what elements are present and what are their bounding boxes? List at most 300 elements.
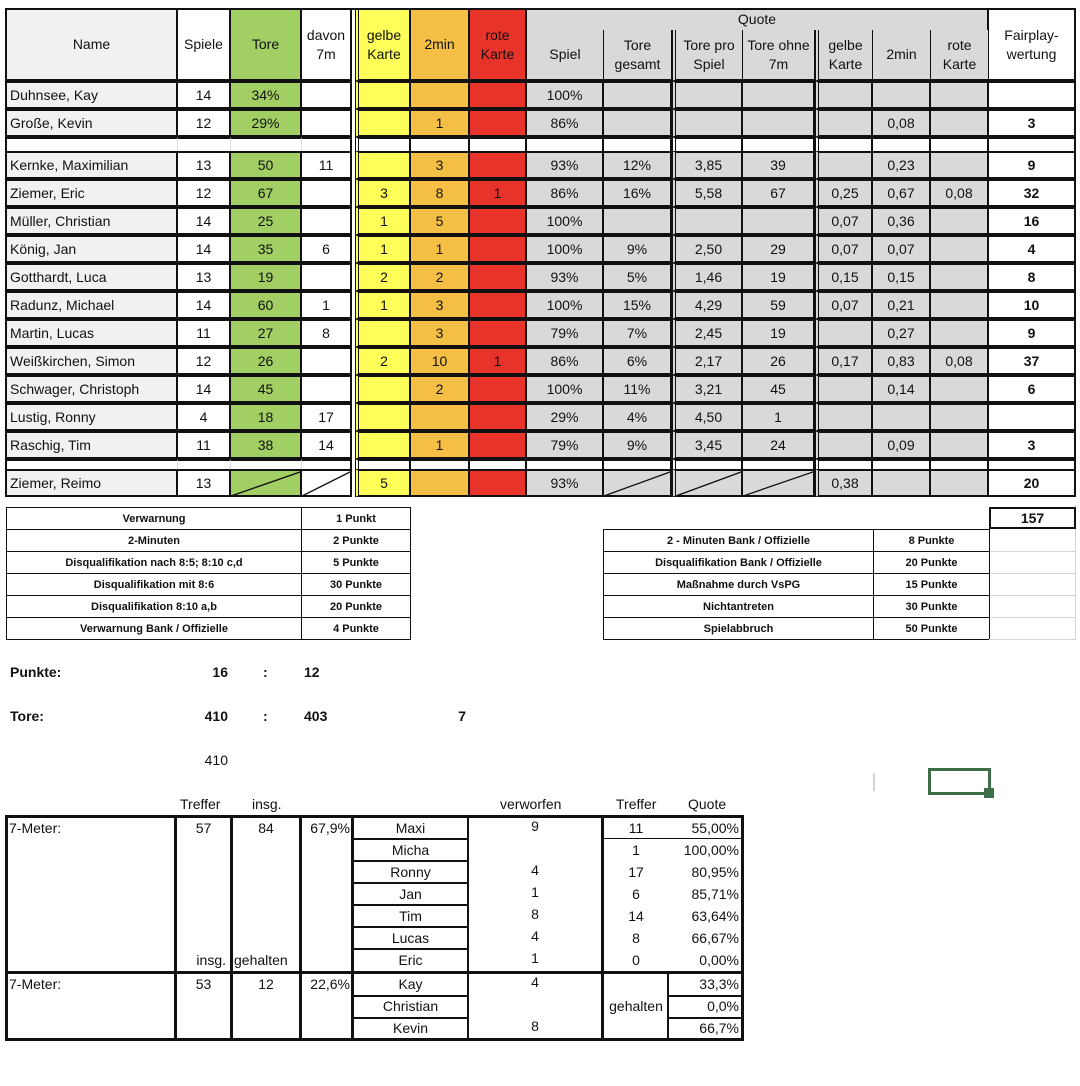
players-cell-q-tore-ohne-7m[interactable]: 19	[743, 263, 815, 291]
sheet-gridline	[989, 551, 1076, 552]
players-cell-davon7m[interactable]	[302, 375, 352, 403]
players-cell-q-spiel[interactable]: 29%	[527, 403, 604, 431]
players-cell-q-rot[interactable]	[931, 291, 989, 319]
players-cell-q-gelb[interactable]	[815, 431, 873, 459]
tore-check: 410	[204, 752, 228, 768]
players-cell-fairplay[interactable]: 8	[989, 263, 1076, 291]
shooter-name: Jan	[399, 886, 422, 902]
players-cell-name[interactable]: Müller, Christian	[5, 207, 178, 235]
players-cell-q-rot[interactable]: 0,08	[931, 347, 989, 375]
divider	[351, 860, 468, 862]
players-cell-spiele[interactable]: 14	[178, 235, 231, 263]
players-cell-fairplay[interactable]: 10	[989, 291, 1076, 319]
players-cell-tore[interactable]: 67	[231, 179, 302, 207]
players-cell-name[interactable]: Ziemer, Eric	[5, 179, 178, 207]
players-cell-q-tore-pro-spiel[interactable]: 3,45	[672, 431, 743, 459]
players-cell-gelb[interactable]: 2	[355, 347, 411, 375]
divider	[667, 995, 744, 997]
players-cell-zweimin[interactable]: 2	[411, 375, 470, 403]
separator-cell	[743, 137, 815, 151]
players-cell-q-gelb[interactable]: 0,17	[815, 347, 873, 375]
players-cell-q-spiel[interactable]: 100%	[527, 207, 604, 235]
keeper-name: Kay	[398, 976, 423, 992]
players-cell-q-2min[interactable]: 0,83	[873, 347, 931, 375]
players-cell-q-tore-pro-spiel[interactable]	[672, 207, 743, 235]
goalkeepers-cell-q-gelb[interactable]	[815, 81, 873, 109]
shooter-treffer[interactable]: 17	[628, 864, 644, 880]
players-cell-zweimin[interactable]: 1	[411, 431, 470, 459]
players-cell-q-tore-pro-spiel[interactable]: 3,85	[672, 151, 743, 179]
officials-cell-q-2min[interactable]	[873, 469, 931, 497]
header-quote-2min: 2min	[873, 30, 931, 81]
separator-cell	[5, 459, 178, 469]
goalkeepers-cell-q-tore-pro-spiel[interactable]	[672, 81, 743, 109]
players-cell-name[interactable]: Gotthardt, Luca	[5, 263, 178, 291]
players-cell-rot[interactable]	[470, 291, 527, 319]
players-cell-q-tore-gesamt[interactable]: 4%	[604, 403, 672, 431]
players-cell-gelb[interactable]: 1	[355, 235, 411, 263]
goalkeepers-cell-zweimin[interactable]: 1	[411, 109, 470, 137]
players-cell-tore[interactable]: 18	[231, 403, 302, 431]
separator-cell	[178, 137, 231, 151]
players-cell-tore[interactable]: 45	[231, 375, 302, 403]
players-cell-gelb[interactable]: 1	[355, 207, 411, 235]
divider	[351, 838, 468, 840]
players-cell-fairplay[interactable]: 9	[989, 151, 1076, 179]
players-cell-q-rot[interactable]	[931, 375, 989, 403]
keeping-quote: 22,6%	[310, 976, 350, 992]
players-cell-tore[interactable]: 38	[231, 431, 302, 459]
players-cell-name[interactable]: Radunz, Michael	[5, 291, 178, 319]
players-cell-fairplay[interactable]: 37	[989, 347, 1076, 375]
goalkeepers-cell-q-spiel[interactable]: 86%	[527, 109, 604, 137]
players-cell-davon7m[interactable]: 1	[302, 291, 352, 319]
goalkeepers-cell-spiele[interactable]: 14	[178, 81, 231, 109]
goalkeepers-cell-q-tore-ohne-7m[interactable]	[743, 81, 815, 109]
rule-points: 15 Punkte	[873, 573, 990, 596]
header-quote-tore-gesamt: Tore gesamt	[604, 30, 672, 81]
players-cell-q-spiel[interactable]: 86%	[527, 179, 604, 207]
goalkeepers-cell-q-tore-gesamt[interactable]	[604, 109, 672, 137]
goalkeepers-cell-rot[interactable]	[470, 109, 527, 137]
players-cell-q-2min[interactable]: 0,21	[873, 291, 931, 319]
players-cell-gelb[interactable]	[355, 375, 411, 403]
players-cell-q-tore-gesamt[interactable]: 5%	[604, 263, 672, 291]
players-cell-spiele[interactable]: 4	[178, 403, 231, 431]
players-cell-q-gelb[interactable]: 0,07	[815, 291, 873, 319]
players-cell-q-2min[interactable]	[873, 403, 931, 431]
goalkeepers-cell-q-spiel[interactable]: 100%	[527, 81, 604, 109]
shooter-quote: 63,64%	[691, 908, 739, 924]
players-cell-q-tore-ohne-7m[interactable]: 24	[743, 431, 815, 459]
goalkeepers-cell-tore[interactable]: 29%	[231, 109, 302, 137]
players-cell-q-tore-pro-spiel[interactable]: 5,58	[672, 179, 743, 207]
players-cell-q-rot[interactable]	[931, 235, 989, 263]
players-cell-q-tore-ohne-7m[interactable]: 59	[743, 291, 815, 319]
keeping-label: 7-Meter:	[9, 976, 62, 992]
tore-label: Tore:	[10, 708, 44, 724]
players-cell-gelb[interactable]	[355, 319, 411, 347]
shooter-verworfen[interactable]: 8	[531, 906, 539, 922]
players-cell-q-2min[interactable]: 0,14	[873, 375, 931, 403]
keeper-quote: 0,0%	[707, 998, 739, 1014]
shooting-label: 7-Meter:	[9, 820, 62, 836]
rule-points: 50 Punkte	[873, 617, 990, 640]
shooter-treffer[interactable]: 0	[632, 952, 640, 968]
players-cell-fairplay[interactable]: 16	[989, 207, 1076, 235]
header-rote-karte: rote Karte	[470, 10, 527, 81]
players-cell-fairplay[interactable]	[989, 403, 1076, 431]
shooter-quote: 0,00%	[699, 952, 739, 968]
goalkeepers-cell-davon7m[interactable]	[302, 109, 352, 137]
players-cell-gelb[interactable]	[355, 403, 411, 431]
separator-cell	[672, 459, 743, 469]
separator-cell	[604, 137, 672, 151]
goalkeepers-cell-tore[interactable]: 34%	[231, 81, 302, 109]
keepers-gehalten-label: gehalten	[609, 998, 663, 1014]
shooter-name: Ronny	[390, 864, 431, 880]
officials-cell-name[interactable]: Ziemer, Reimo	[5, 469, 178, 497]
players-cell-q-rot[interactable]	[931, 431, 989, 459]
goalkeepers-cell-q-tore-gesamt[interactable]	[604, 81, 672, 109]
players-cell-tore[interactable]: 26	[231, 347, 302, 375]
goalkeepers-cell-fairplay[interactable]: 3	[989, 109, 1076, 137]
officials-cell-q-spiel[interactable]: 93%	[527, 469, 604, 497]
players-cell-q-tore-pro-spiel[interactable]: 4,50	[672, 403, 743, 431]
players-cell-tore[interactable]: 27	[231, 319, 302, 347]
players-cell-q-tore-ohne-7m[interactable]: 29	[743, 235, 815, 263]
officials-cell-rot[interactable]	[470, 469, 527, 497]
header-name: Name	[5, 10, 178, 81]
players-cell-q-gelb[interactable]	[815, 375, 873, 403]
keeper-gehalten[interactable]: 4	[531, 974, 539, 990]
players-cell-spiele[interactable]: 12	[178, 347, 231, 375]
players-cell-q-spiel[interactable]: 79%	[527, 431, 604, 459]
shooter-verworfen[interactable]: 4	[531, 928, 539, 944]
players-cell-q-tore-ohne-7m[interactable]	[743, 207, 815, 235]
players-cell-zweimin[interactable]: 1	[411, 235, 470, 263]
players-cell-spiele[interactable]: 12	[178, 179, 231, 207]
goalkeepers-cell-q-tore-ohne-7m[interactable]	[743, 109, 815, 137]
keeper-gehalten[interactable]: 8	[531, 1018, 539, 1034]
goalkeepers-cell-fairplay[interactable]	[989, 81, 1076, 109]
rule-label: Spielabbruch	[603, 617, 874, 640]
diagonal-strike-icon	[743, 471, 813, 497]
players-cell-q-tore-pro-spiel[interactable]: 1,46	[672, 263, 743, 291]
players-cell-gelb[interactable]: 3	[355, 179, 411, 207]
goalkeepers-cell-q-2min[interactable]	[873, 81, 931, 109]
shooter-verworfen[interactable]: 1	[531, 884, 539, 900]
goalkeepers-cell-q-rot[interactable]	[931, 81, 989, 109]
players-cell-q-tore-gesamt[interactable]: 16%	[604, 179, 672, 207]
separator-cell	[989, 459, 1076, 469]
officials-cell-spiele[interactable]: 13	[178, 469, 231, 497]
header-gelbe-karte: gelbe Karte	[355, 10, 411, 81]
divider	[667, 1017, 744, 1019]
players-cell-rot[interactable]: 1	[470, 347, 527, 375]
players-cell-spiele[interactable]: 13	[178, 263, 231, 291]
players-cell-q-tore-gesamt[interactable]: 11%	[604, 375, 672, 403]
fairplay-total: 157	[1020, 510, 1045, 526]
players-cell-q-gelb[interactable]: 0,15	[815, 263, 873, 291]
players-cell-q-tore-pro-spiel[interactable]: 2,17	[672, 347, 743, 375]
players-cell-tore[interactable]: 50	[231, 151, 302, 179]
players-cell-q-tore-gesamt[interactable]: 7%	[604, 319, 672, 347]
col-label-insg: insg.	[252, 796, 282, 812]
players-cell-spiele[interactable]: 14	[178, 375, 231, 403]
shooter-treffer[interactable]: 11	[628, 820, 644, 836]
players-cell-rot[interactable]	[470, 207, 527, 235]
players-cell-zweimin[interactable]	[411, 403, 470, 431]
players-cell-q-2min[interactable]: 0,36	[873, 207, 931, 235]
keeping-insg: 53	[195, 976, 212, 992]
players-cell-q-spiel[interactable]: 93%	[527, 151, 604, 179]
rule-points: 20 Punkte	[301, 595, 411, 618]
goalkeepers-cell-gelb[interactable]	[355, 81, 411, 109]
players-cell-q-gelb[interactable]: 0,07	[815, 235, 873, 263]
players-cell-q-tore-pro-spiel[interactable]: 2,45	[672, 319, 743, 347]
goalkeepers-cell-gelb[interactable]	[355, 109, 411, 137]
players-cell-spiele[interactable]: 14	[178, 291, 231, 319]
players-cell-q-rot[interactable]	[931, 207, 989, 235]
players-cell-spiele[interactable]: 11	[178, 431, 231, 459]
players-cell-rot[interactable]: 1	[470, 179, 527, 207]
goalkeepers-cell-davon7m[interactable]	[302, 81, 352, 109]
players-cell-name[interactable]: Raschig, Tim	[5, 431, 178, 459]
players-cell-q-spiel[interactable]: 100%	[527, 235, 604, 263]
separator-cell	[743, 459, 815, 469]
header-tore: Tore	[231, 10, 302, 81]
players-cell-davon7m[interactable]	[302, 347, 352, 375]
players-cell-zweimin[interactable]: 10	[411, 347, 470, 375]
players-cell-gelb[interactable]: 2	[355, 263, 411, 291]
shooter-treffer[interactable]: 14	[628, 908, 644, 924]
players-cell-rot[interactable]	[470, 375, 527, 403]
players-cell-q-rot[interactable]	[931, 151, 989, 179]
sheet-gridline	[873, 773, 875, 791]
players-cell-q-spiel[interactable]: 100%	[527, 291, 604, 319]
players-cell-tore[interactable]: 19	[231, 263, 302, 291]
players-cell-davon7m[interactable]	[302, 263, 352, 291]
players-cell-fairplay[interactable]: 9	[989, 319, 1076, 347]
players-cell-name[interactable]: Lustig, Ronny	[5, 403, 178, 431]
separator-cell	[931, 459, 989, 469]
players-cell-rot[interactable]	[470, 235, 527, 263]
fill-handle[interactable]	[984, 788, 994, 798]
separator-cell	[815, 459, 873, 469]
shooter-treffer[interactable]: 6	[632, 886, 640, 902]
divider	[5, 971, 744, 974]
fairplay-total-cell	[989, 507, 1076, 529]
shooting-quote: 67,9%	[310, 820, 350, 836]
col-label-treffer-2: Treffer	[616, 796, 657, 812]
divider	[299, 815, 302, 1041]
goalkeepers-cell-name[interactable]: Große, Kevin	[5, 109, 178, 137]
players-cell-q-rot[interactable]: 0,08	[931, 179, 989, 207]
players-cell-q-spiel[interactable]: 100%	[527, 375, 604, 403]
players-cell-q-tore-ohne-7m[interactable]: 67	[743, 179, 815, 207]
goalkeepers-cell-zweimin[interactable]	[411, 81, 470, 109]
players-cell-q-rot[interactable]	[931, 263, 989, 291]
players-cell-q-tore-gesamt[interactable]: 15%	[604, 291, 672, 319]
goalkeepers-cell-q-rot[interactable]	[931, 109, 989, 137]
players-cell-q-gelb[interactable]: 0,07	[815, 207, 873, 235]
players-cell-q-gelb[interactable]: 0,25	[815, 179, 873, 207]
players-cell-name[interactable]: Martin, Lucas	[5, 319, 178, 347]
players-cell-zweimin[interactable]: 3	[411, 151, 470, 179]
shooter-treffer[interactable]: 8	[632, 930, 640, 946]
players-cell-q-2min[interactable]: 0,67	[873, 179, 931, 207]
goalkeepers-cell-q-gelb[interactable]	[815, 109, 873, 137]
players-cell-q-tore-ohne-7m[interactable]: 39	[743, 151, 815, 179]
players-cell-q-spiel[interactable]: 93%	[527, 263, 604, 291]
players-cell-q-2min[interactable]: 0,23	[873, 151, 931, 179]
players-cell-rot[interactable]	[470, 263, 527, 291]
players-cell-q-gelb[interactable]	[815, 151, 873, 179]
players-cell-gelb[interactable]	[355, 151, 411, 179]
players-cell-gelb[interactable]: 1	[355, 291, 411, 319]
players-cell-q-tore-pro-spiel[interactable]: 4,29	[672, 291, 743, 319]
players-cell-rot[interactable]	[470, 151, 527, 179]
tore-against: 403	[304, 708, 328, 724]
players-cell-davon7m[interactable]	[302, 179, 352, 207]
players-cell-fairplay[interactable]: 6	[989, 375, 1076, 403]
officials-cell-fairplay[interactable]: 20	[989, 469, 1076, 497]
players-cell-q-spiel[interactable]: 86%	[527, 347, 604, 375]
players-cell-q-tore-gesamt[interactable]	[604, 207, 672, 235]
separator-cell	[411, 137, 470, 151]
col-label-quote: Quote	[688, 796, 727, 812]
officials-cell-q-gelb[interactable]: 0,38	[815, 469, 873, 497]
separator-cell	[931, 137, 989, 151]
players-cell-q-gelb[interactable]	[815, 403, 873, 431]
players-cell-q-tore-pro-spiel[interactable]: 2,50	[672, 235, 743, 263]
players-cell-zweimin[interactable]: 3	[411, 291, 470, 319]
separator-cell	[302, 459, 352, 469]
players-cell-gelb[interactable]	[355, 431, 411, 459]
rule-label: 2-Minuten	[6, 529, 302, 552]
players-cell-q-2min[interactable]: 0,15	[873, 263, 931, 291]
players-cell-q-tore-ohne-7m[interactable]: 19	[743, 319, 815, 347]
players-cell-davon7m[interactable]: 14	[302, 431, 352, 459]
players-cell-fairplay[interactable]: 32	[989, 179, 1076, 207]
players-cell-rot[interactable]	[470, 319, 527, 347]
players-cell-davon7m[interactable]: 8	[302, 319, 352, 347]
shooter-name: Lucas	[391, 930, 430, 946]
header-quote-tore-ohne-7m: Tore ohne 7m	[743, 30, 815, 81]
officials-cell-q-rot[interactable]	[931, 469, 989, 497]
players-cell-name[interactable]: König, Jan	[5, 235, 178, 263]
players-cell-q-tore-ohne-7m[interactable]: 45	[743, 375, 815, 403]
players-cell-tore[interactable]: 60	[231, 291, 302, 319]
players-cell-q-tore-gesamt[interactable]: 9%	[604, 235, 672, 263]
players-cell-q-2min[interactable]: 0,09	[873, 431, 931, 459]
divider	[351, 995, 468, 997]
header-zwei-min: 2min	[411, 10, 470, 81]
players-cell-spiele[interactable]: 14	[178, 207, 231, 235]
rule-label: Disqualifikation nach 8:5; 8:10 c,d	[6, 551, 302, 574]
players-cell-rot[interactable]	[470, 403, 527, 431]
goalkeepers-cell-rot[interactable]	[470, 81, 527, 109]
goalkeepers-cell-q-tore-pro-spiel[interactable]	[672, 109, 743, 137]
rule-label: Verwarnung Bank / Offizielle	[6, 617, 302, 640]
players-cell-tore[interactable]: 35	[231, 235, 302, 263]
officials-cell-zweimin[interactable]	[411, 469, 470, 497]
players-cell-q-gelb[interactable]	[815, 319, 873, 347]
players-cell-q-rot[interactable]	[931, 403, 989, 431]
players-cell-spiele[interactable]: 13	[178, 151, 231, 179]
shooter-verworfen[interactable]: 4	[531, 862, 539, 878]
rule-points: 5 Punkte	[301, 551, 411, 574]
players-cell-q-tore-gesamt[interactable]: 12%	[604, 151, 672, 179]
keeper-name: Christian	[382, 998, 439, 1014]
players-cell-q-2min[interactable]: 0,27	[873, 319, 931, 347]
rule-points: 1 Punkt	[301, 507, 411, 530]
divider	[527, 10, 529, 81]
players-cell-davon7m[interactable]: 6	[302, 235, 352, 263]
cell-selection-cursor[interactable]	[928, 768, 991, 795]
players-cell-zweimin[interactable]: 5	[411, 207, 470, 235]
players-cell-davon7m[interactable]: 17	[302, 403, 352, 431]
separator-cell	[302, 137, 352, 151]
tore-for: 410	[204, 708, 228, 724]
keeper-quote: 66,7%	[699, 1020, 739, 1036]
players-cell-fairplay[interactable]: 3	[989, 431, 1076, 459]
players-cell-name[interactable]: Weißkirchen, Simon	[5, 347, 178, 375]
players-cell-q-tore-gesamt[interactable]: 6%	[604, 347, 672, 375]
players-cell-spiele[interactable]: 11	[178, 319, 231, 347]
players-cell-rot[interactable]	[470, 431, 527, 459]
header-davon-7m: davon 7m	[302, 10, 352, 81]
players-cell-davon7m[interactable]: 11	[302, 151, 352, 179]
shooter-quote: 66,67%	[691, 930, 739, 946]
players-cell-name[interactable]: Kernke, Maximilian	[5, 151, 178, 179]
separator-cell	[873, 137, 931, 151]
players-cell-q-rot[interactable]	[931, 319, 989, 347]
separator-cell	[527, 459, 604, 469]
players-cell-q-spiel[interactable]: 79%	[527, 319, 604, 347]
players-cell-zweimin[interactable]: 8	[411, 179, 470, 207]
players-cell-name[interactable]: Schwager, Christoph	[5, 375, 178, 403]
players-cell-q-tore-ohne-7m[interactable]: 26	[743, 347, 815, 375]
shooter-quote: 85,71%	[691, 886, 739, 902]
shooter-verworfen[interactable]: 1	[531, 950, 539, 966]
players-cell-q-tore-pro-spiel[interactable]: 3,21	[672, 375, 743, 403]
tore-difference: 7	[458, 708, 466, 724]
separator-cell	[470, 459, 527, 469]
rule-points: 30 Punkte	[301, 573, 411, 596]
players-cell-zweimin[interactable]: 2	[411, 263, 470, 291]
separator-cell	[5, 137, 178, 151]
players-cell-q-tore-gesamt[interactable]: 9%	[604, 431, 672, 459]
shooter-treffer[interactable]: 1	[632, 842, 640, 858]
players-cell-davon7m[interactable]	[302, 207, 352, 235]
players-cell-q-tore-ohne-7m[interactable]: 1	[743, 403, 815, 431]
goalkeepers-cell-name[interactable]: Duhnsee, Kay	[5, 81, 178, 109]
goalkeepers-cell-q-2min[interactable]: 0,08	[873, 109, 931, 137]
players-cell-tore[interactable]: 25	[231, 207, 302, 235]
shooter-verworfen[interactable]: 9	[531, 818, 539, 834]
sheet-gridline	[989, 639, 1076, 640]
rule-label: Maßnahme durch VsPG	[603, 573, 874, 596]
punkte-for: 16	[212, 664, 228, 680]
officials-cell-gelb[interactable]: 5	[355, 469, 411, 497]
separator-cell	[231, 459, 302, 469]
players-cell-fairplay[interactable]: 4	[989, 235, 1076, 263]
players-cell-zweimin[interactable]: 3	[411, 319, 470, 347]
players-cell-q-2min[interactable]: 0,07	[873, 235, 931, 263]
goalkeepers-cell-spiele[interactable]: 12	[178, 109, 231, 137]
